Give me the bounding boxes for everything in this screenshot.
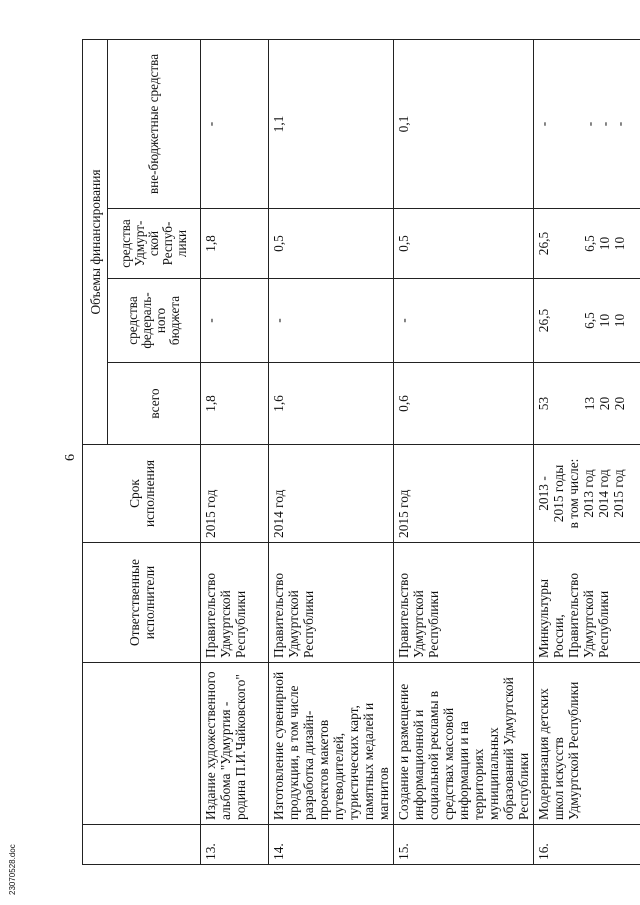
header-federal: средства федераль-ного бюджета — [108, 279, 201, 363]
header-total: всего — [108, 363, 201, 445]
federal-main: 26,5 — [536, 308, 551, 333]
row-total: 1,6 — [269, 363, 394, 445]
term-line: 2014 год — [596, 469, 611, 518]
republic-main: 26,5 — [536, 231, 551, 256]
row-responsible: Минкультуры России, Правительство Удмуртской Республики — [534, 543, 640, 663]
row-federal: - — [201, 279, 269, 363]
row-term: 2015 год — [201, 445, 269, 543]
term-line: 2013 - — [536, 476, 551, 511]
row-responsible: Правительство Удмуртской Республики — [394, 543, 534, 663]
federal-breakdown — [582, 283, 627, 358]
row-federal: - — [269, 279, 394, 363]
header-term: Срок исполнения — [83, 445, 201, 543]
row-event: Создание и размещение информационной и социальной рекламы в средствах массовой информации и на территориях муниципальных образований Удмуртской Республики — [394, 663, 534, 825]
sub-value: 20 — [612, 396, 627, 411]
sub-value: 10 — [597, 236, 612, 251]
row-republic: 0,5 — [269, 209, 394, 279]
header-row-1 — [83, 39, 108, 864]
sub-value: 6,5 — [582, 235, 597, 252]
row-total — [534, 363, 640, 445]
header-republic: средства Удмурт-ской Респуб-лики — [108, 209, 201, 279]
document-filename: 23070528.doc — [8, 844, 17, 895]
republic-breakdown — [582, 213, 627, 274]
sub-value: 20 — [597, 396, 612, 411]
header-responsible: Ответственные исполнители — [83, 543, 201, 663]
row-responsible: Правительство Удмуртской Республики — [201, 543, 269, 663]
header-num — [83, 825, 201, 865]
row-responsible: Правительство Удмуртской Республики — [269, 543, 394, 663]
row-total: 0,6 — [394, 363, 534, 445]
header-event — [83, 663, 201, 825]
total-breakdown — [582, 367, 627, 440]
header-funding-group: Объемы финансирования — [83, 39, 108, 444]
row-term — [534, 445, 640, 543]
row-republic: 0,5 — [394, 209, 534, 279]
row-federal: - — [394, 279, 534, 363]
row-event: Изготовление сувенирной продукции, в том числе разработка дизайн-проектов макетов путеводителей, туристических карт, памятных медалей и магнитов — [269, 663, 394, 825]
table-row — [201, 39, 269, 864]
row-event: Издание художественного альбома "Удмуртия - родина П.И.Чайковского" — [201, 663, 269, 825]
row-republic — [534, 209, 640, 279]
total-main: 53 — [536, 396, 551, 411]
term-line: 2015 год — [611, 469, 626, 518]
sub-value: 13 — [582, 396, 597, 411]
row-extra: - — [201, 39, 269, 208]
row-event: Модернизация детских школ искусств Удмуртской Республики — [534, 663, 640, 825]
row-total: 1,8 — [201, 363, 269, 445]
term-line: в том числе: — [566, 458, 581, 529]
row-number: 16. — [534, 825, 640, 865]
sub-value: - — [582, 121, 597, 127]
table-row — [269, 39, 394, 864]
sub-value: 6,5 — [582, 312, 597, 329]
term-line: 2013 год — [581, 469, 596, 518]
page-number: 6 — [63, 454, 78, 461]
row-number: 15. — [394, 825, 534, 865]
row-federal — [534, 279, 640, 363]
row-term: 2015 год — [394, 445, 534, 543]
sub-value: 10 — [597, 313, 612, 328]
term-line: 2015 годы — [551, 464, 566, 523]
row-extra: 0,1 — [394, 39, 534, 208]
row-number: 13. — [201, 825, 269, 865]
table-row — [534, 39, 640, 864]
sub-value: 10 — [612, 313, 627, 328]
extra-main: - — [536, 121, 551, 127]
rotated-page — [58, 40, 627, 865]
table-row — [394, 39, 534, 864]
row-number: 14. — [269, 825, 394, 865]
row-republic: 1,8 — [201, 209, 269, 279]
extra-breakdown — [582, 44, 627, 204]
row-extra: 1,1 — [269, 39, 394, 208]
row-term: 2014 год — [269, 445, 394, 543]
funding-table — [82, 39, 640, 865]
row-extra — [534, 39, 640, 208]
header-extra: вне-бюджетные средства — [108, 39, 201, 208]
sub-value: - — [597, 121, 612, 127]
sub-value: - — [612, 121, 627, 127]
sub-value: 10 — [612, 236, 627, 251]
